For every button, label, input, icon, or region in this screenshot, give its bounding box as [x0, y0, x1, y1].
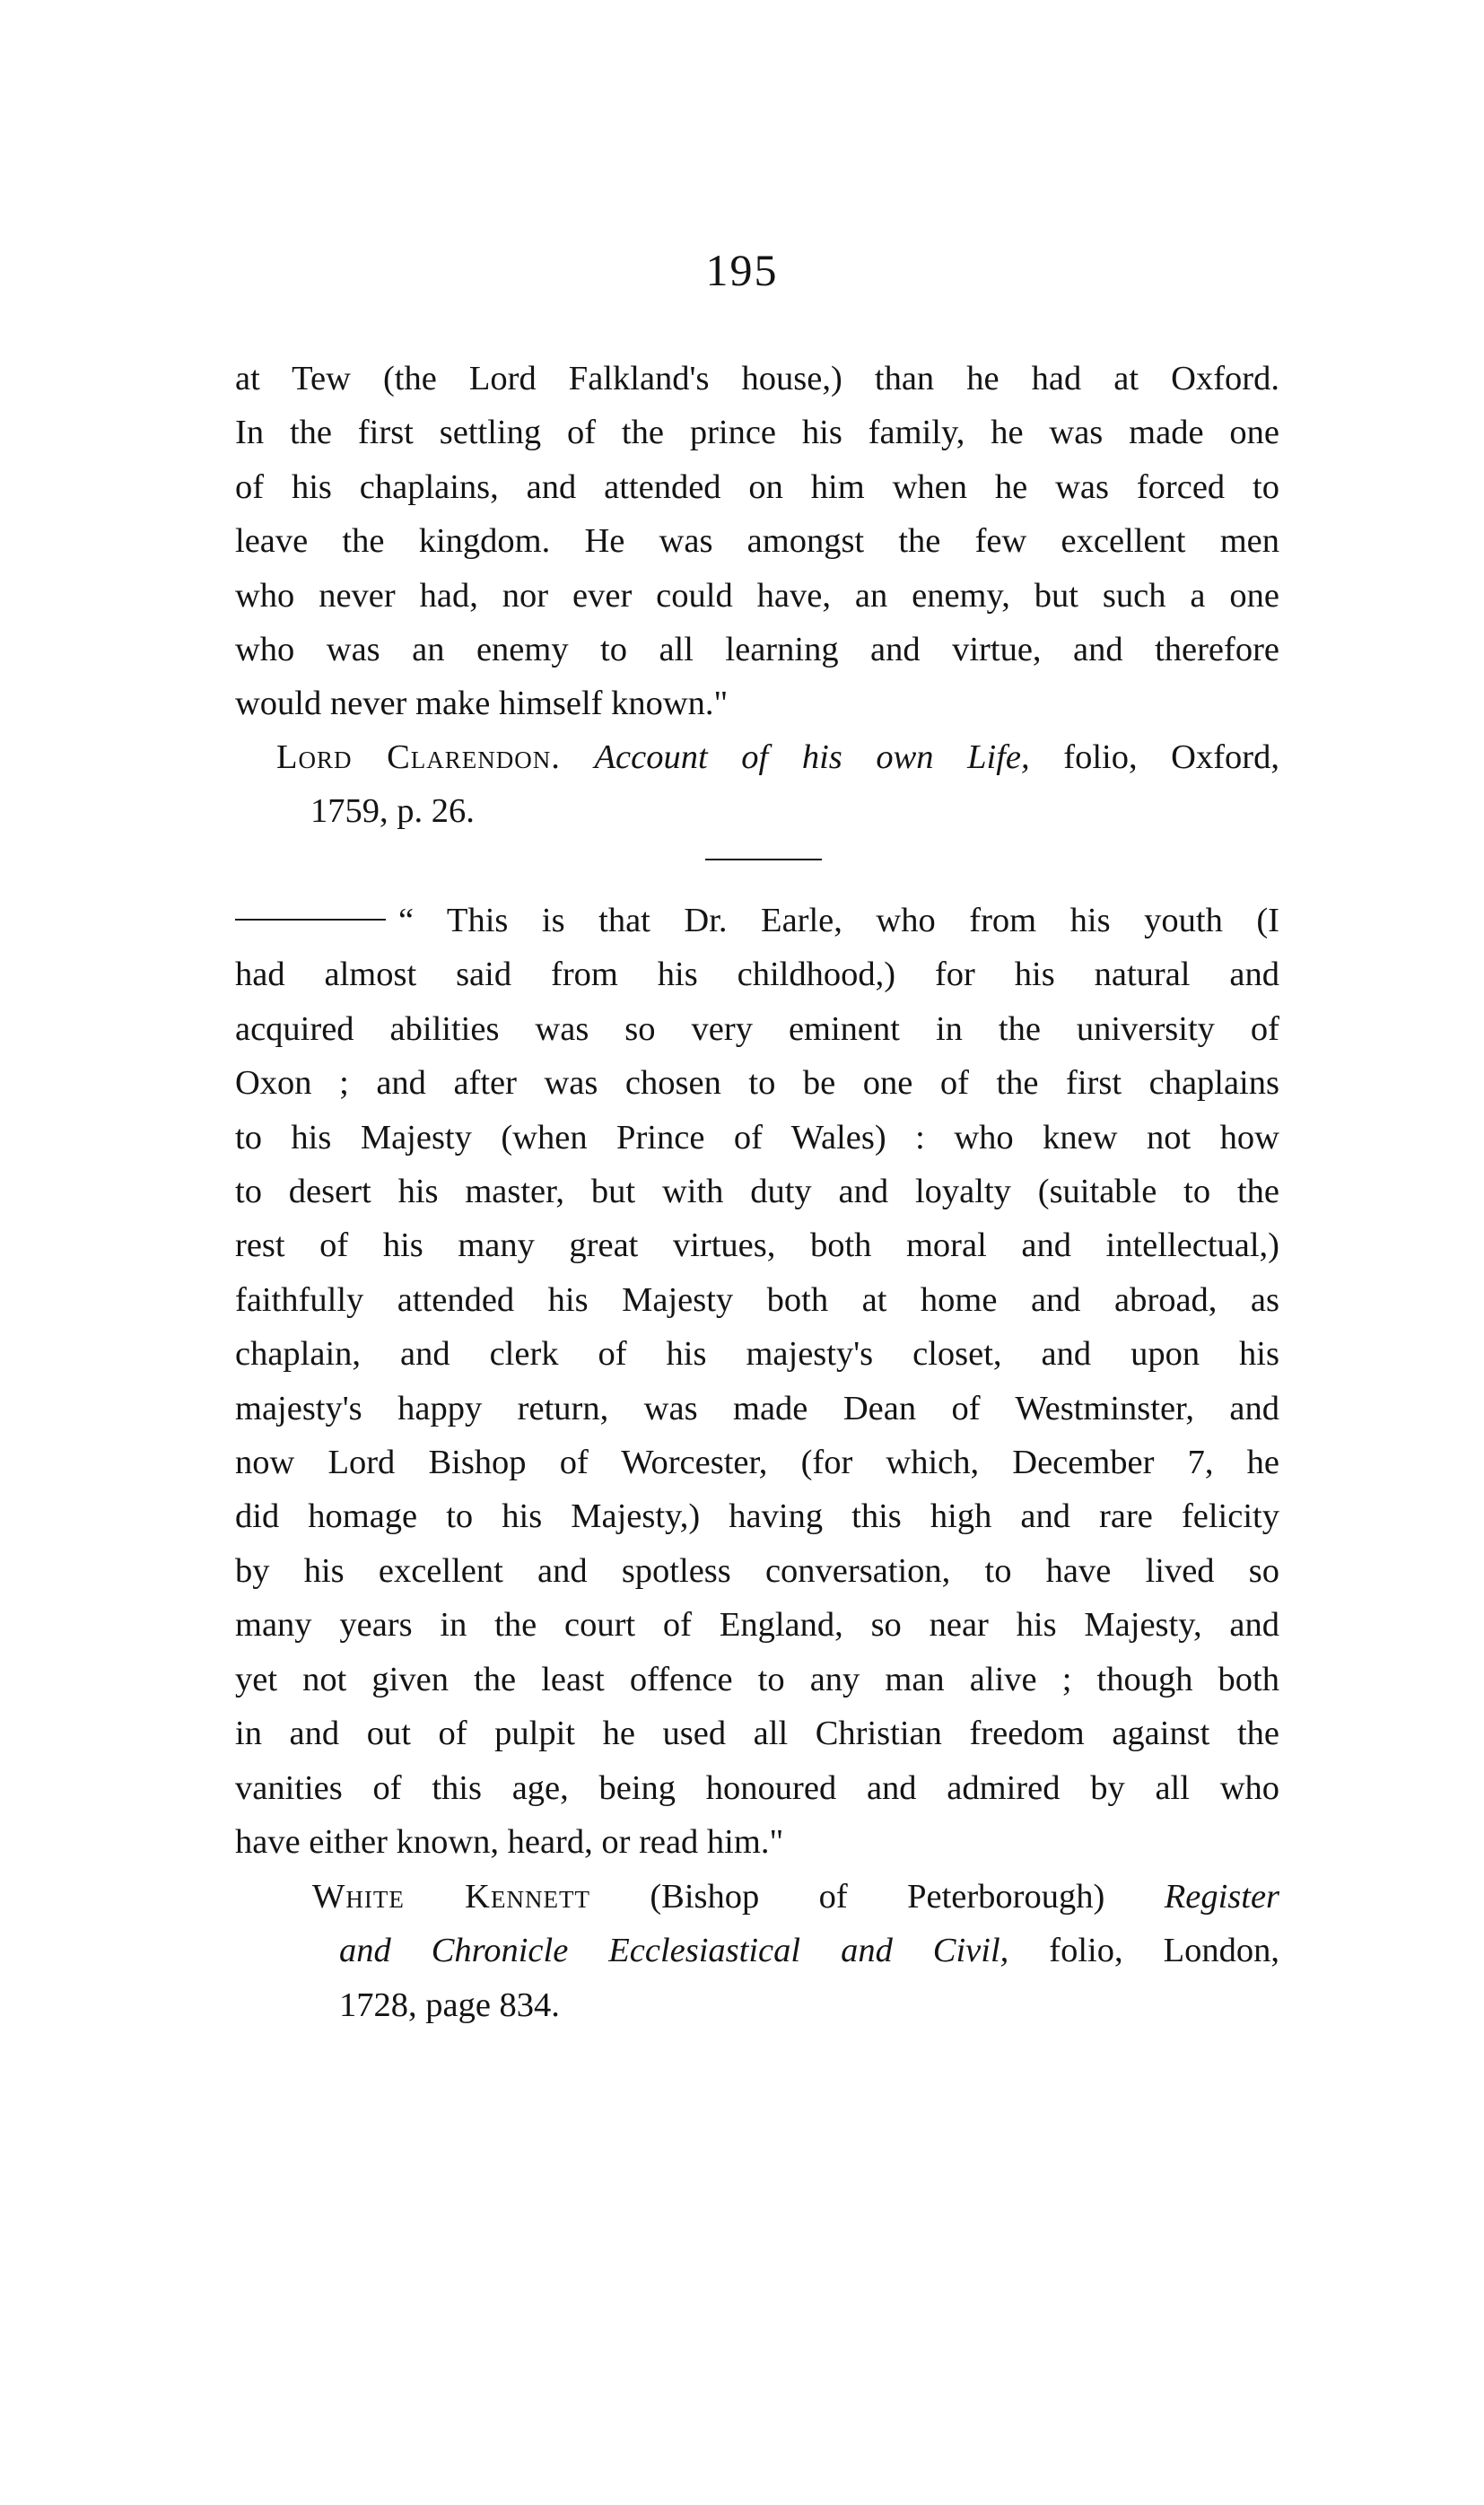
citation-1	[276, 730, 1279, 839]
citation-title: Register	[1164, 1878, 1280, 1916]
text-line-first	[235, 894, 1279, 947]
citation-line	[312, 1924, 1279, 1977]
text-line: faithfully attended his Majesty both at home and abroad, as	[235, 1280, 1279, 1319]
citation-line: 1728, page 834.	[339, 1986, 560, 2024]
text-line: vanities of this age, being honoured and admired by all who	[235, 1768, 1279, 1807]
ditto-dash	[235, 919, 386, 921]
passage-1	[235, 352, 1279, 731]
text-line: who never had, nor ever could have, an enemy, but such a one	[235, 576, 1279, 615]
citation-title: Account of his own Life,	[594, 738, 1030, 776]
passage-2	[235, 894, 1279, 1869]
text-line: to his Majesty (when Prince of Wales) : who knew not how	[235, 1118, 1279, 1156]
citation-role: (Bishop of Peterborough)	[650, 1878, 1105, 1916]
text-line: have either known, heard, or read him."	[235, 1822, 784, 1861]
text-line: did homage to his Majesty,) having this high and rare felicity	[235, 1497, 1279, 1536]
text-line: leave the kingdom. He was amongst the few excellent men	[235, 522, 1279, 561]
citation-line	[312, 1870, 1279, 1924]
text-line: who was an enemy to all learning and virtue, and therefore	[235, 631, 1279, 669]
citation-author: White Kennett	[312, 1878, 590, 1916]
citation-title: and Chronicle Ecclesiastical and Civil,	[339, 1932, 1009, 1970]
page-number: 195	[705, 245, 779, 295]
text-line: In the first settling of the prince his family, he was made one	[235, 414, 1279, 452]
text-line: in and out of pulpit he used all Christian freedom against the	[235, 1715, 1279, 1753]
text-line: many years in the court of England, so near his Majesty, and	[235, 1606, 1279, 1645]
text-line: had almost said from his childhood,) for his natural and	[235, 956, 1279, 994]
text-line: “ This is that Dr. Earle, who from his youth (I	[398, 902, 1279, 939]
text-line: at Tew (the Lord Falkland's house,) than he had at Oxford.	[235, 360, 1279, 397]
text-line: yet not given the least offence to any man alive ; though both	[235, 1660, 1279, 1698]
citation-line: 1759, p. 26.	[310, 792, 475, 831]
text-line: now Lord Bishop of Worcester, (for which, December 7, he	[235, 1444, 1279, 1482]
text-line: majesty's happy return, was made Dean of Westminster, and	[235, 1389, 1279, 1427]
text-line: would never make himself known."	[235, 685, 729, 723]
text-line: of his chaplains, and attended on him when he was forced to	[235, 467, 1279, 506]
citation-details: folio, Oxford,	[1063, 738, 1280, 776]
citation-details: folio, London,	[1049, 1932, 1279, 1970]
section-divider	[705, 859, 822, 860]
text-line: chaplain, and clerk of his majesty's closet, and upon his	[235, 1335, 1279, 1374]
citation-line	[276, 730, 1279, 784]
citation-author: Lord Clarendon.	[276, 738, 561, 776]
text-line: acquired abilities was so very eminent in the university of	[235, 1009, 1279, 1048]
text-line: by his excellent and spotless conversation, to have lived so	[235, 1551, 1279, 1590]
text-line: rest of his many great virtues, both moral and intellectual,)	[235, 1226, 1279, 1265]
text-line: to desert his master, but with duty and loyalty (suitable to the	[235, 1173, 1279, 1211]
text-line: Oxon ; and after was chosen to be one of the first chaplains	[235, 1064, 1279, 1103]
citation-2	[312, 1870, 1279, 2032]
